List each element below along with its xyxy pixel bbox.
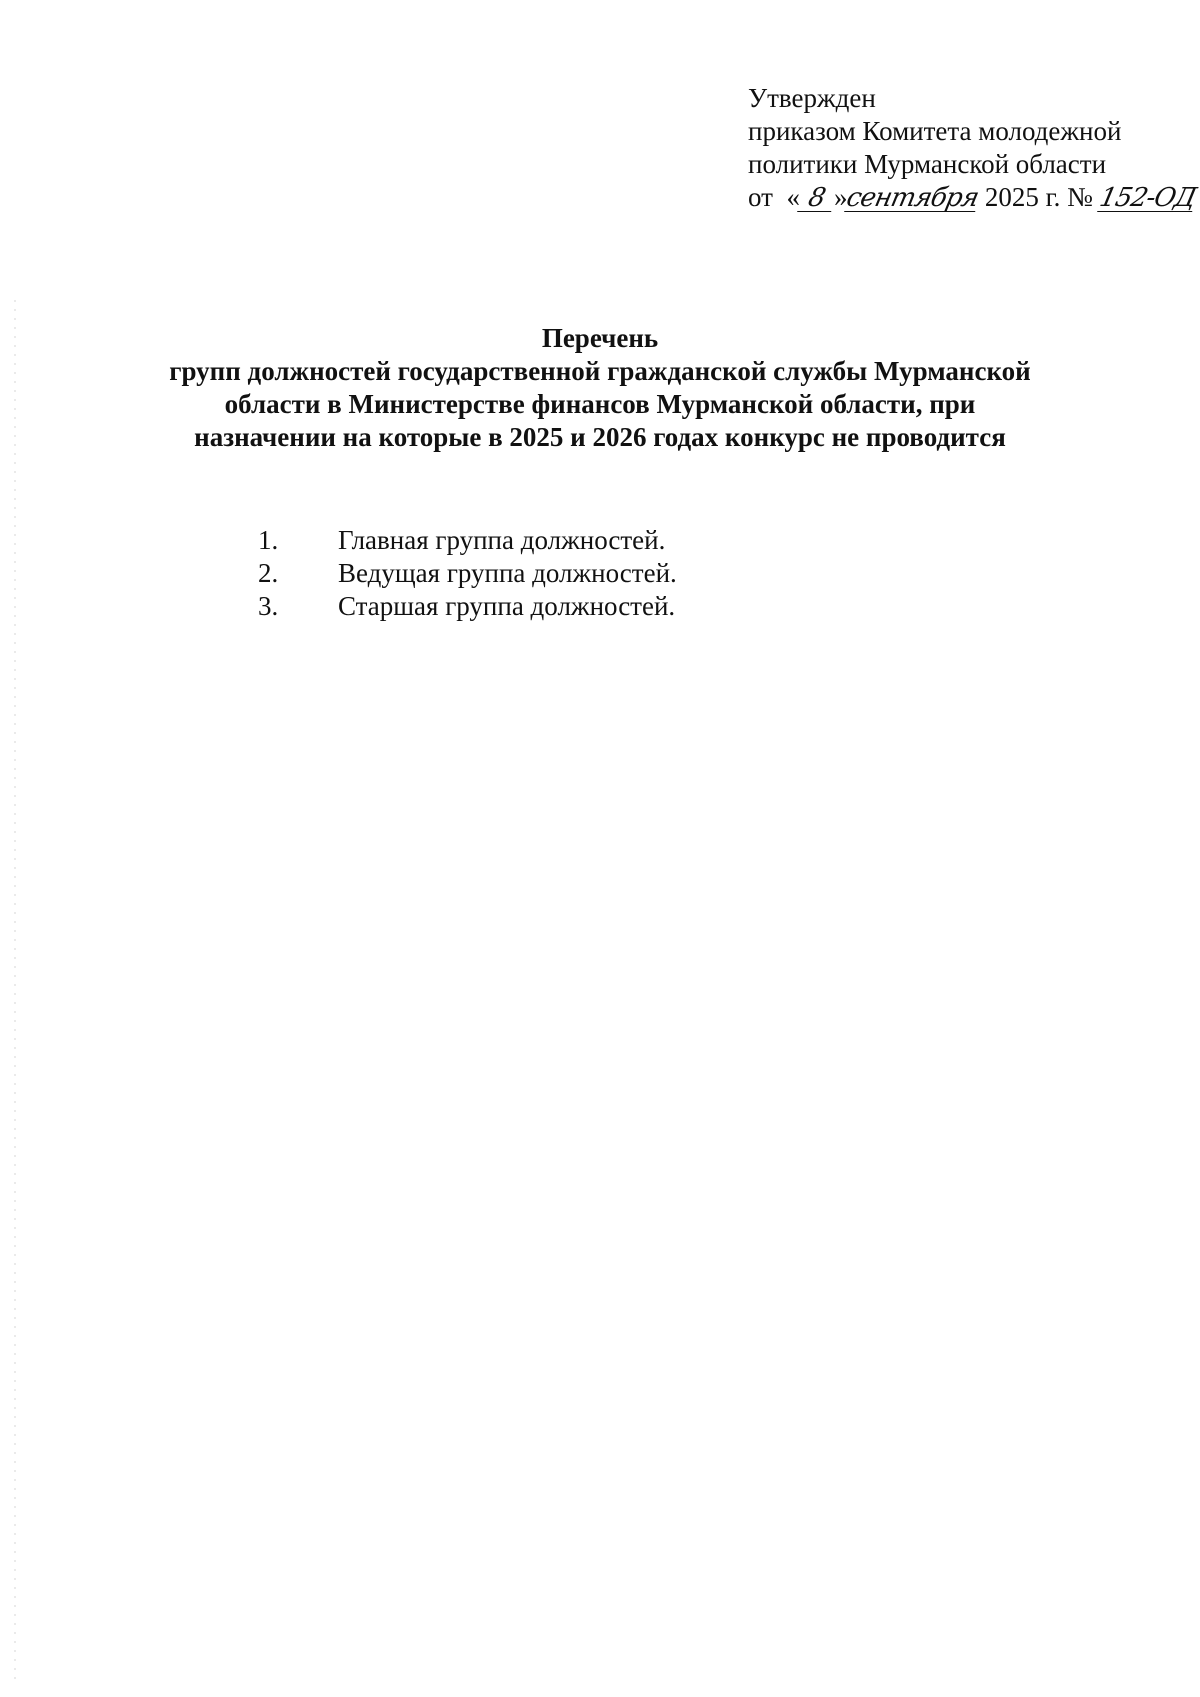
heading-title: Перечень [541,323,659,353]
approval-organization-line: политики Мурманской области [748,149,1107,179]
quote-close: » [833,182,848,212]
list-item [258,524,677,557]
list-item-text: Ведущая группа должностей. [338,558,677,588]
list-item-number: 3. [258,591,279,621]
approval-title: Утвержден [748,83,876,113]
date-prefix: от [748,182,773,212]
handwritten-month: сентября [844,183,982,213]
list-item [258,590,677,623]
quote-open: « [786,182,800,212]
list-item-text: Главная группа должностей. [338,525,666,555]
heading-line-2: групп должностей государственной гражданской службы Мурманской [169,356,1031,386]
list-item-number: 1. [258,525,279,555]
scan-edge-artifact [14,300,16,1680]
year-text: 2025 г. № [984,182,1093,212]
approval-date-line [748,181,1198,214]
approval-order-line: приказом Комитета молодежной [748,116,1122,146]
heading-line-4: назначении на которые в 2025 и 2026 годах конкурс не проводится [194,422,1006,452]
document-heading [0,322,1200,454]
position-group-list [258,524,677,623]
list-item-text: Старшая группа должностей. [338,591,676,621]
handwritten-order-number: 152-ОД [1096,183,1198,213]
list-item [258,557,677,590]
list-item-number: 2. [258,558,279,588]
heading-line-3: области в Министерстве финансов Мурманской области, при [224,389,976,419]
approval-block [748,82,1198,214]
handwritten-day: 8 [797,185,837,212]
